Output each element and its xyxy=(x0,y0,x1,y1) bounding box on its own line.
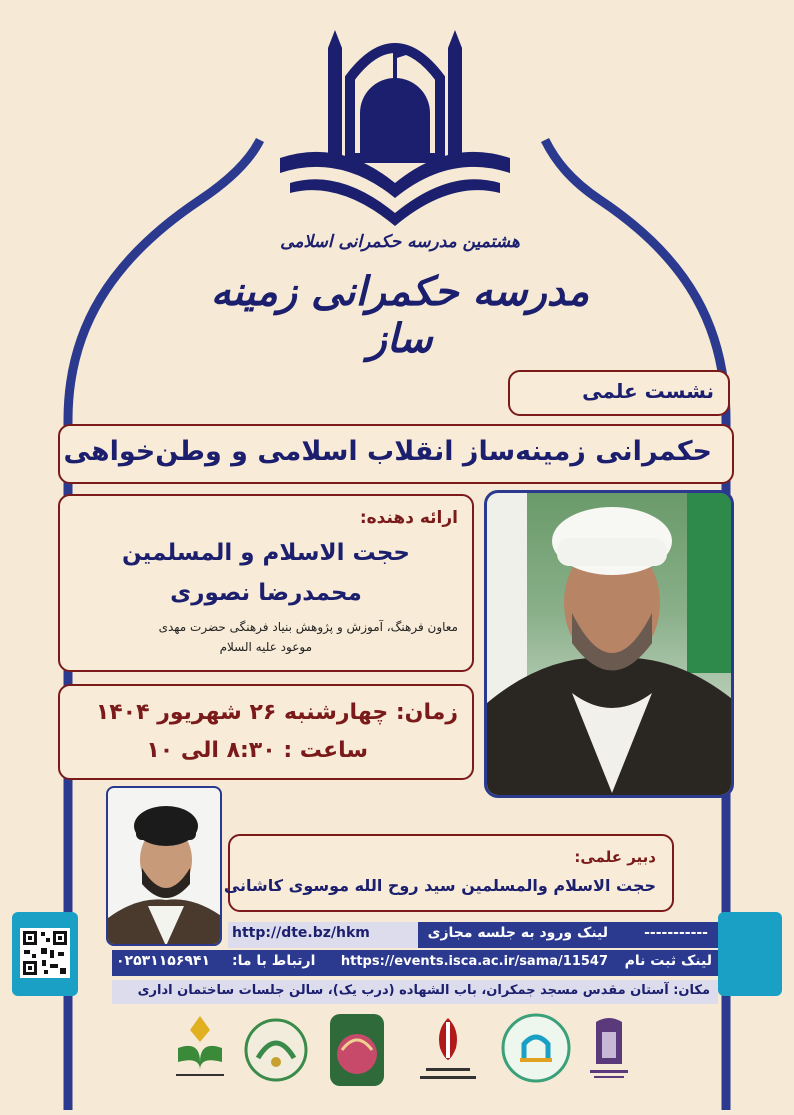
register-link-url[interactable]: https://events.isca.ac.ir/sama/11547 xyxy=(340,954,608,969)
contact-phone[interactable]: ۰۲۵۳۱۱۵۶۹۴۱ xyxy=(116,953,210,969)
time-date: چهارشنبه ۲۶ شهریور ۱۴۰۴ xyxy=(95,700,389,725)
qr-tile xyxy=(12,912,78,996)
qr-code-icon[interactable] xyxy=(20,928,70,978)
school-subtitle: هشتمین مدرسه حکمرانی اسلامی xyxy=(280,232,520,252)
register-link-bar xyxy=(112,950,718,976)
presenter-honorific: حجت الاسلام و المسلمین xyxy=(121,540,410,566)
presenter-card xyxy=(58,494,474,672)
gallery-logo xyxy=(240,1012,312,1084)
location-bar xyxy=(112,980,718,1004)
session-type: نشست علمی xyxy=(582,379,714,403)
time-hour: ۸:۳۰ الی ۱۰ xyxy=(146,738,276,763)
iran-emblem-logo xyxy=(416,1012,480,1088)
virtual-link-bar xyxy=(228,922,718,948)
mosque-seal-logo xyxy=(584,1014,634,1084)
session-type-box xyxy=(508,370,730,416)
location-text: مکان: آستان مقدس مسجد جمکران، باب الشهاده (درب یک)، سالن جلسات ساختمان اداری xyxy=(137,983,710,998)
secretary-label: دبیر علمی: xyxy=(574,848,656,866)
conference-logo xyxy=(500,1012,572,1084)
secretary-name: حجت الاسلام والمسلمین سید روح الله موسوی کاشانی xyxy=(223,876,656,895)
calligraphy-logo xyxy=(326,1010,388,1090)
time-hour-label: ساعت : xyxy=(283,738,368,763)
presenter-name: محمدرضا نصوری xyxy=(170,580,362,606)
presenter-label: ارائه دهنده: xyxy=(359,508,458,528)
time-label: زمان: xyxy=(395,700,458,725)
presenter-photo xyxy=(484,490,734,798)
register-link-label: لینک ثبت نام xyxy=(624,953,712,969)
virtual-link-label: لینک ورود به جلسه مجازی xyxy=(427,925,608,941)
topic-title: حکمرانی زمینه‌ساز انقلاب اسلامی و وطن‌خواهی xyxy=(63,436,712,467)
virtual-link-url[interactable]: http://dte.bz/hkm xyxy=(232,925,370,941)
time-card xyxy=(58,684,474,780)
presenter-role-line2: موعود علیه السلام xyxy=(219,640,312,654)
virtual-dashes: ----------- xyxy=(644,925,708,941)
decor-tile xyxy=(718,912,782,996)
book-logo xyxy=(170,1012,230,1082)
school-logo-icon xyxy=(270,8,520,233)
topic-box xyxy=(58,424,734,484)
contact-label: ارتباط با ما: xyxy=(232,953,316,969)
secretary-card xyxy=(223,834,674,912)
presenter-role-line1: معاون فرهنگ، آموزش و پژوهش بنیاد فرهنگی حضرت مهدی xyxy=(158,620,458,634)
school-title: مدرسه حکمرانی زمینه ساز xyxy=(210,268,590,362)
secretary-photo xyxy=(106,786,222,946)
